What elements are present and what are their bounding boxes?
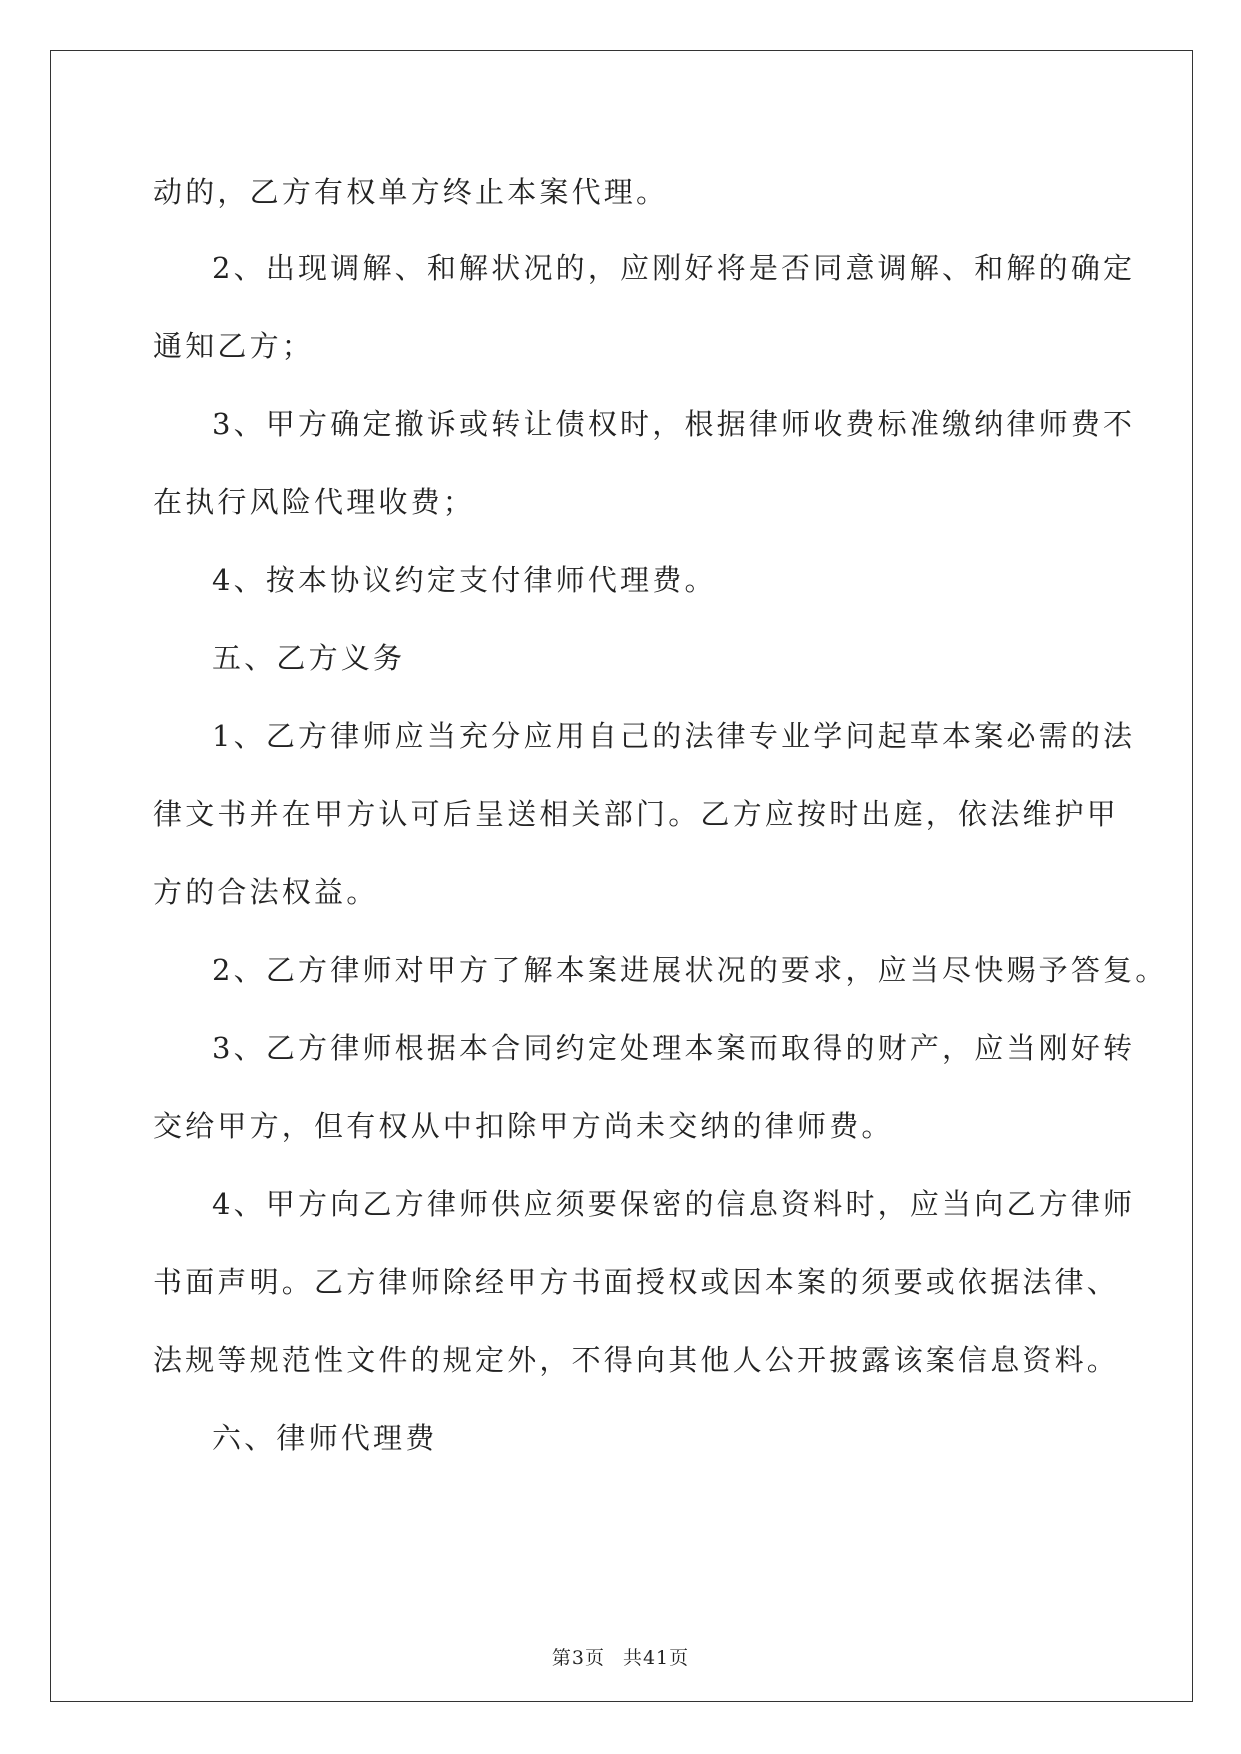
paragraph-line: 法规等规范性文件的规定外，不得向其他人公开披露该案信息资料。 — [153, 1343, 1120, 1377]
paragraph-line: 3、乙方律师根据本合同约定处理本案而取得的财产，应当刚好转 — [212, 1031, 1136, 1065]
paragraph-line: 动的，乙方有权单方终止本案代理。 — [153, 175, 669, 209]
paragraph-line: 4、按本协议约定支付律师代理费。 — [212, 563, 717, 597]
paragraph-line: 2、出现调解、和解状况的，应刚好将是否同意调解、和解的确定 — [212, 251, 1136, 285]
paragraph-line: 3、甲方确定撤诉或转让债权时，根据律师收费标准缴纳律师费不 — [212, 407, 1136, 441]
paragraph-line: 1、乙方律师应当充分应用自己的法律专业学问起草本案必需的法 — [212, 719, 1136, 753]
paragraph-line: 律文书并在甲方认可后呈送相关部门。乙方应按时出庭，依法维护甲 — [153, 797, 1120, 831]
paragraph-line: 在执行风险代理收费； — [153, 485, 476, 519]
page-number: 第3页 — [551, 1647, 605, 1669]
paragraph-line: 方的合法权益。 — [153, 875, 379, 909]
paragraph-line: 4、甲方向乙方律师供应须要保密的信息资料时，应当向乙方律师 — [212, 1187, 1136, 1221]
page-footer — [0, 1643, 1241, 1670]
paragraph-line: 交给甲方，但有权从中扣除甲方尚未交纳的律师费。 — [153, 1109, 894, 1143]
page-total: 共41页 — [622, 1647, 690, 1669]
paragraph-line: 通知乙方； — [153, 329, 315, 363]
section-heading: 五、乙方义务 — [212, 641, 406, 675]
paragraph-line: 书面声明。乙方律师除经甲方书面授权或因本案的须要或依据法律、 — [153, 1265, 1120, 1299]
section-heading: 六、律师代理费 — [212, 1421, 438, 1455]
paragraph-line: 2、乙方律师对甲方了解本案进展状况的要求，应当尽快赐予答复。 — [212, 953, 1168, 987]
